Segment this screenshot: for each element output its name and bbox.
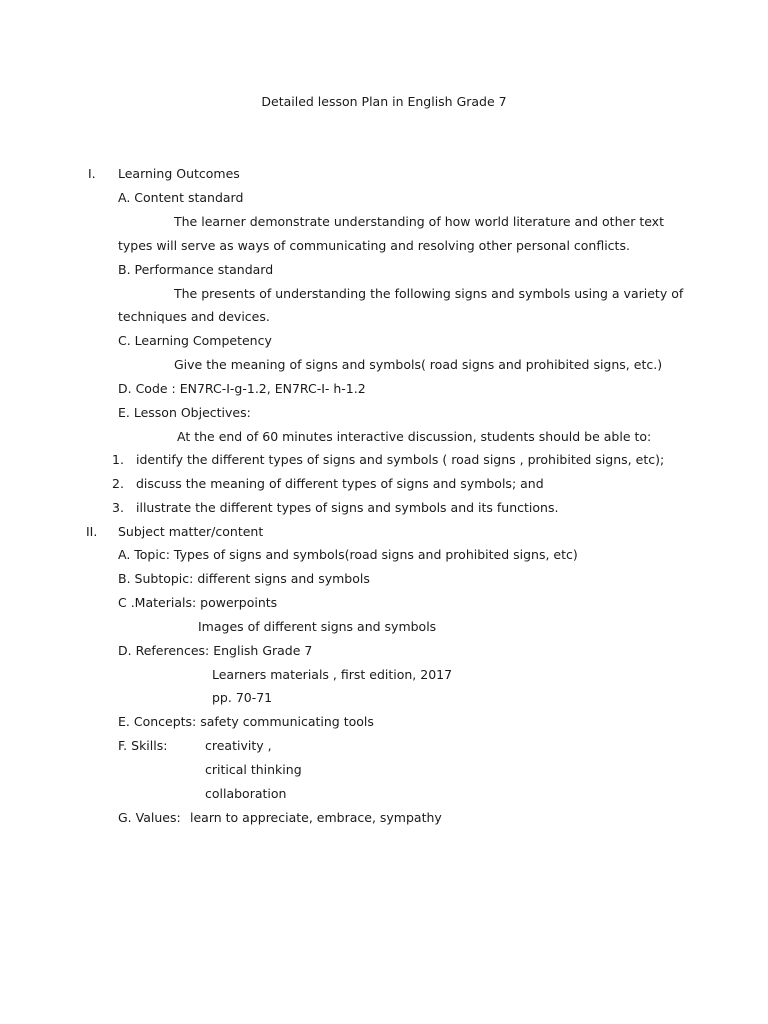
- materials-label: C .Materials: powerpoints: [118, 595, 278, 610]
- content-standard-text-2: types will serve as ways of communicating and resolving other personal conflicts.: [118, 238, 630, 253]
- references-label: D. References: English Grade 7: [118, 643, 313, 658]
- objective-text: discuss the meaning of different types of signs and symbols; and: [136, 476, 544, 491]
- section-2-heading: Subject matter/content: [118, 524, 264, 539]
- objective-text: illustrate the different types of signs and symbols and its functions.: [136, 500, 559, 515]
- section-1-heading: Learning Outcomes: [118, 166, 240, 181]
- skill-item: collaboration: [205, 786, 287, 801]
- concepts-line: E. Concepts: safety communicating tools: [118, 714, 374, 729]
- objective-number: 2.: [112, 476, 124, 491]
- learning-competency-text: Give the meaning of signs and symbols( road signs and prohibited signs, etc.): [174, 357, 663, 372]
- topic-line: A. Topic: Types of signs and symbols(road signs and prohibited signs, etc): [118, 547, 578, 562]
- section-1-numeral: I.: [88, 166, 96, 181]
- objective-number: 1.: [112, 452, 124, 467]
- objective-number: 3.: [112, 500, 124, 515]
- content-standard-text-1: The learner demonstrate understanding of how world literature and other text: [174, 214, 664, 229]
- performance-standard-text-2: techniques and devices.: [118, 309, 270, 324]
- skill-item: creativity ,: [205, 738, 272, 753]
- lesson-objectives-intro: At the end of 60 minutes interactive discussion, students should be able to:: [177, 429, 652, 444]
- skills-label: F. Skills:: [118, 738, 168, 753]
- skill-item: critical thinking: [205, 762, 302, 777]
- references-line-3: pp. 70-71: [212, 690, 273, 705]
- content-standard-label: A. Content standard: [118, 190, 244, 205]
- performance-standard-label: B. Performance standard: [118, 262, 274, 277]
- references-line-2: Learners materials , first edition, 2017: [212, 667, 453, 682]
- materials-extra: Images of different signs and symbols: [198, 619, 437, 634]
- values-label: G. Values:: [118, 810, 181, 825]
- subtopic-line: B. Subtopic: different signs and symbols: [118, 571, 370, 586]
- performance-standard-text-1: The presents of understanding the following signs and symbols using a variety of: [174, 286, 684, 301]
- code-line: D. Code : EN7RC-I-g-1.2, EN7RC-I- h-1.2: [118, 381, 366, 396]
- page-title: Detailed lesson Plan in English Grade 7: [261, 94, 507, 109]
- objective-text: identify the different types of signs and symbols ( road signs , prohibited signs, etc);: [136, 452, 665, 467]
- section-2-numeral: II.: [86, 524, 98, 539]
- learning-competency-label: C. Learning Competency: [118, 333, 272, 348]
- values-text: learn to appreciate, embrace, sympathy: [190, 810, 442, 825]
- lesson-objectives-label: E. Lesson Objectives:: [118, 405, 251, 420]
